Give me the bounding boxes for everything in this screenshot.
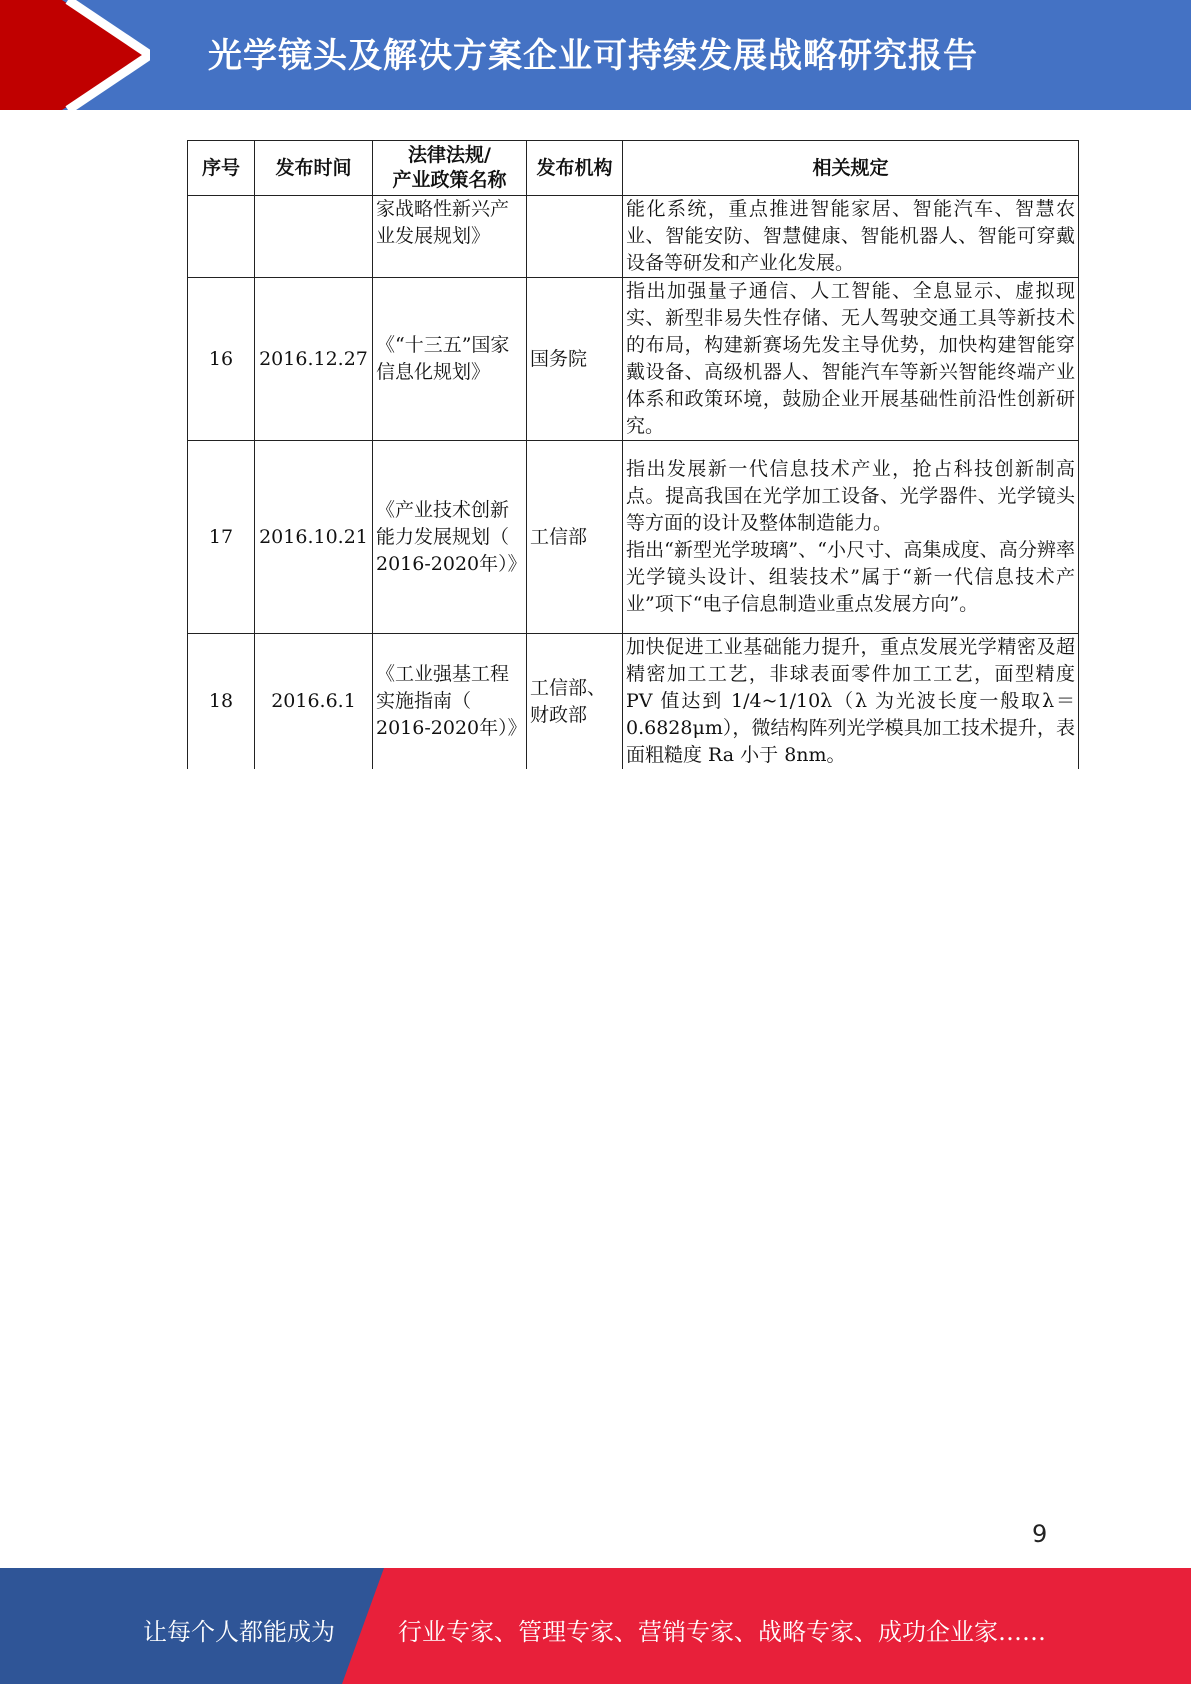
cell-num — [188, 196, 255, 278]
cell-date: 2016.10.21 — [255, 441, 373, 634]
policy-table — [187, 140, 1079, 769]
page-number: 9 — [1032, 1520, 1048, 1548]
footer-slogan-left: 让每个人都能成为 — [143, 1618, 335, 1646]
cell-name: 《产业技术创新能力发展规划（ 2016-2020年）》 — [373, 441, 527, 634]
report-title: 光学镜头及解决方案企业可持续发展战略研究报告 — [208, 36, 978, 76]
cell-reg: 加快促进工业基础能力提升，重点发展光学精密及超精密加工工艺，非球表面零件加工工艺，面型精度 PV 值达到 1/4~1/10λ（λ 为光波长度一般取λ＝0.6828μm），微结构阵列光学模具加工技术提升，表面粗糙度 Ra 小于 8nm。 — [623, 634, 1079, 770]
table-row — [188, 634, 1079, 770]
header-org: 发布机构 — [527, 141, 623, 196]
cell-num: 18 — [188, 634, 255, 770]
cell-name: 《“十三五”国家信息化规划》 — [373, 278, 527, 441]
header-name-line1: 法律法规/ — [408, 144, 491, 166]
cell-reg: 指出加强量子通信、人工智能、全息显示、虚拟现实、新型非易失性存储、无人驾驶交通工具等新技术的布局，构建新赛场先发主导优势，加快构建智能穿戴设备、高级机器人、智能汽车等新兴智能终端产业体系和政策环境，鼓励企业开展基础性前沿性创新研究。 — [623, 278, 1079, 441]
cell-date: 2016.12.27 — [255, 278, 373, 441]
cell-reg-paragraph-1: 指出发展新一代信息技术产业，抢占科技创新制高点。提高我国在光学加工设备、光学器件、光学镜头等方面的设计及整体制造能力。 — [626, 458, 1075, 534]
header-band — [0, 0, 1191, 110]
header-reg: 相关规定 — [623, 141, 1079, 196]
cell-name: 家战略性新兴产业发展规划》 — [373, 196, 527, 278]
header-date: 发布时间 — [255, 141, 373, 196]
cell-reg: 能化系统，重点推进智能家居、智能汽车、智慧农业、智能安防、智慧健康、智能机器人、智能可穿戴设备等研发和产业化发展。 — [623, 196, 1079, 278]
cell-date: 2016.6.1 — [255, 634, 373, 770]
footer-slogan-right: 行业专家、管理专家、营销专家、战略专家、成功企业家…… — [398, 1618, 1046, 1646]
cell-reg — [623, 441, 1079, 634]
table-row — [188, 278, 1079, 441]
cell-org — [527, 196, 623, 278]
cell-num: 17 — [188, 441, 255, 634]
header-arrow-logo — [0, 0, 150, 110]
table-header-row — [188, 141, 1079, 196]
header-num: 序号 — [188, 141, 255, 196]
cell-org: 国务院 — [527, 278, 623, 441]
cell-name: 《工业强基工程实施指南（ 2016-2020年）》 — [373, 634, 527, 770]
table-row — [188, 196, 1079, 278]
cell-num: 16 — [188, 278, 255, 441]
header-name-line2: 产业政策名称 — [392, 169, 507, 191]
cell-reg-paragraph-2: 指出“新型光学玻璃”、“小尺寸、高集成度、高分辨率光学镜头设计、组装技术”属于“新一代信息技术产业”项下“电子信息制造业重点发展方向”。 — [626, 539, 1075, 615]
cell-org: 工信部、财政部 — [527, 634, 623, 770]
table-row — [188, 441, 1079, 634]
cell-date — [255, 196, 373, 278]
cell-org: 工信部 — [527, 441, 623, 634]
header-name — [373, 141, 527, 196]
footer-band — [0, 1568, 1191, 1684]
